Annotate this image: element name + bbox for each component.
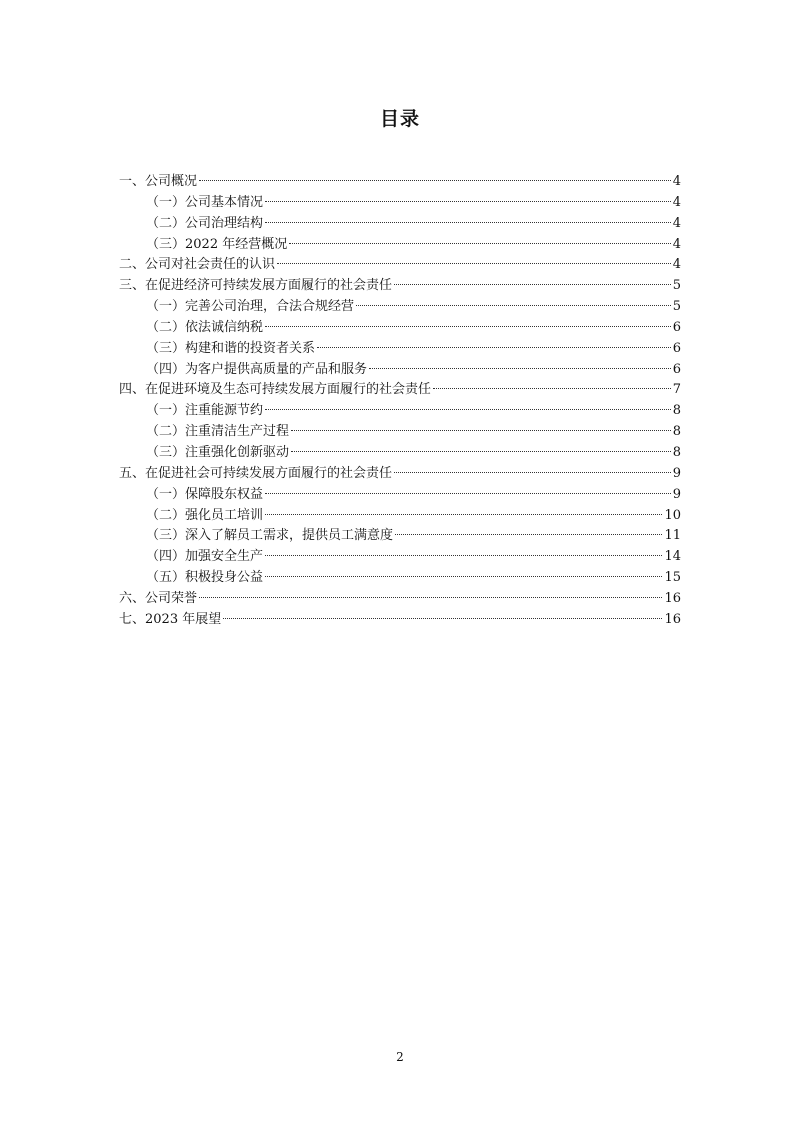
toc-entry-page: 14: [664, 549, 681, 565]
toc-entry[interactable]: [119, 464, 681, 485]
toc-entry[interactable]: [119, 547, 681, 568]
toc-entry-title: （一）完善公司治理，合法合规经营: [146, 299, 355, 315]
dot-leader: [265, 576, 662, 577]
dot-leader: [265, 326, 671, 327]
toc-entry-page: 15: [664, 570, 681, 586]
toc-entry[interactable]: [119, 443, 681, 464]
dot-leader: [395, 534, 662, 535]
toc-entry[interactable]: [119, 485, 681, 506]
toc-entry-title: （三）注重强化创新驱动: [146, 444, 290, 460]
toc-entry-page: 5: [672, 278, 681, 294]
dot-leader: [394, 472, 671, 473]
dot-leader: [199, 180, 671, 181]
page-number: 2: [396, 1050, 404, 1064]
toc-entry-title: （二）依法诚信纳税: [146, 319, 264, 335]
toc-entry[interactable]: [119, 506, 681, 527]
dot-leader: [265, 514, 662, 515]
dot-leader: [265, 409, 671, 410]
toc-entry[interactable]: [119, 380, 681, 401]
dot-leader: [317, 347, 671, 348]
toc-entry[interactable]: [119, 235, 681, 256]
toc-entry[interactable]: [119, 568, 681, 589]
toc-entry-page: 4: [672, 215, 681, 231]
toc-entry-title: 二、公司对社会责任的认识: [119, 257, 276, 273]
toc-entry-page: 8: [672, 444, 681, 460]
toc-entry-page: 6: [672, 340, 681, 356]
toc-entry-title: （四）为客户提供高质量的产品和服务: [146, 361, 368, 377]
dot-leader: [223, 618, 662, 619]
toc-entry-page: 7: [672, 382, 681, 398]
toc-entry-title: （一）注重能源节约: [146, 403, 264, 419]
dot-leader: [369, 368, 671, 369]
toc-title: 目录: [379, 108, 420, 130]
toc-entry[interactable]: [119, 172, 681, 193]
dot-leader: [289, 243, 671, 244]
toc-entry-page: 8: [672, 403, 681, 419]
toc-entry-page: 11: [664, 528, 681, 544]
toc-entry[interactable]: [119, 526, 681, 547]
table-of-contents: [119, 172, 681, 631]
toc-entry[interactable]: [119, 610, 681, 631]
toc-entry-title: 五、在促进社会可持续发展方面履行的社会责任: [119, 465, 393, 481]
toc-entry[interactable]: [119, 214, 681, 235]
dot-leader: [265, 222, 671, 223]
dot-leader: [356, 305, 671, 306]
dot-leader: [265, 201, 671, 202]
toc-entry-title: （三）构建和谐的投资者关系: [146, 340, 316, 356]
toc-entry[interactable]: [119, 339, 681, 360]
dot-leader: [291, 451, 671, 452]
dot-leader: [265, 493, 671, 494]
toc-entry-title: （三）2022 年经营概况: [146, 236, 288, 252]
toc-entry-page: 8: [672, 424, 681, 440]
toc-entry-page: 16: [664, 590, 681, 606]
toc-entry[interactable]: [119, 318, 681, 339]
dot-leader: [265, 555, 662, 556]
dot-leader: [394, 284, 671, 285]
toc-entry-page: 9: [672, 465, 681, 481]
toc-entry-page: 9: [672, 486, 681, 502]
toc-entry-page: 10: [664, 507, 681, 523]
toc-entry-page: 4: [672, 236, 681, 252]
toc-entry-title: （二）注重清洁生产过程: [146, 424, 290, 440]
dot-leader: [199, 597, 662, 598]
dot-leader: [291, 430, 671, 431]
toc-entry-title: （一）保障股东权益: [146, 486, 264, 502]
toc-entry-title: 六、公司荣誉: [119, 590, 198, 606]
toc-entry[interactable]: [119, 589, 681, 610]
dot-leader: [277, 263, 671, 264]
toc-entry-title: 三、在促进经济可持续发展方面履行的社会责任: [119, 278, 393, 294]
toc-entry-page: 4: [672, 257, 681, 273]
toc-entry-title: 一、公司概况: [119, 174, 198, 189]
toc-entry-title: 七、2023 年展望: [119, 611, 222, 627]
toc-entry-page: 5: [672, 299, 681, 315]
toc-entry-page: 6: [672, 319, 681, 335]
toc-entry-title: （三）深入了解员工需求，提供员工满意度: [146, 528, 394, 544]
toc-entry-title: （五）积极投身公益: [146, 570, 264, 586]
toc-entry-title: （一）公司基本情况: [146, 194, 264, 210]
toc-entry-title: （二）强化员工培训: [146, 507, 264, 523]
toc-entry-title: （二）公司治理结构: [146, 215, 264, 231]
toc-entry[interactable]: [119, 360, 681, 381]
toc-entry-page: 4: [672, 174, 681, 189]
toc-entry-page: 4: [672, 194, 681, 210]
toc-entry-page: 6: [672, 361, 681, 377]
toc-entry[interactable]: [119, 255, 681, 276]
toc-entry[interactable]: [119, 422, 681, 443]
toc-entry-title: 四、在促进环境及生态可持续发展方面履行的社会责任: [119, 382, 432, 398]
toc-entry[interactable]: [119, 193, 681, 214]
toc-entry[interactable]: [119, 297, 681, 318]
dot-leader: [433, 388, 671, 389]
toc-entry[interactable]: [119, 276, 681, 297]
toc-entry-title: （四）加强安全生产: [146, 549, 264, 565]
toc-entry[interactable]: [119, 401, 681, 422]
toc-entry-page: 16: [664, 611, 681, 627]
